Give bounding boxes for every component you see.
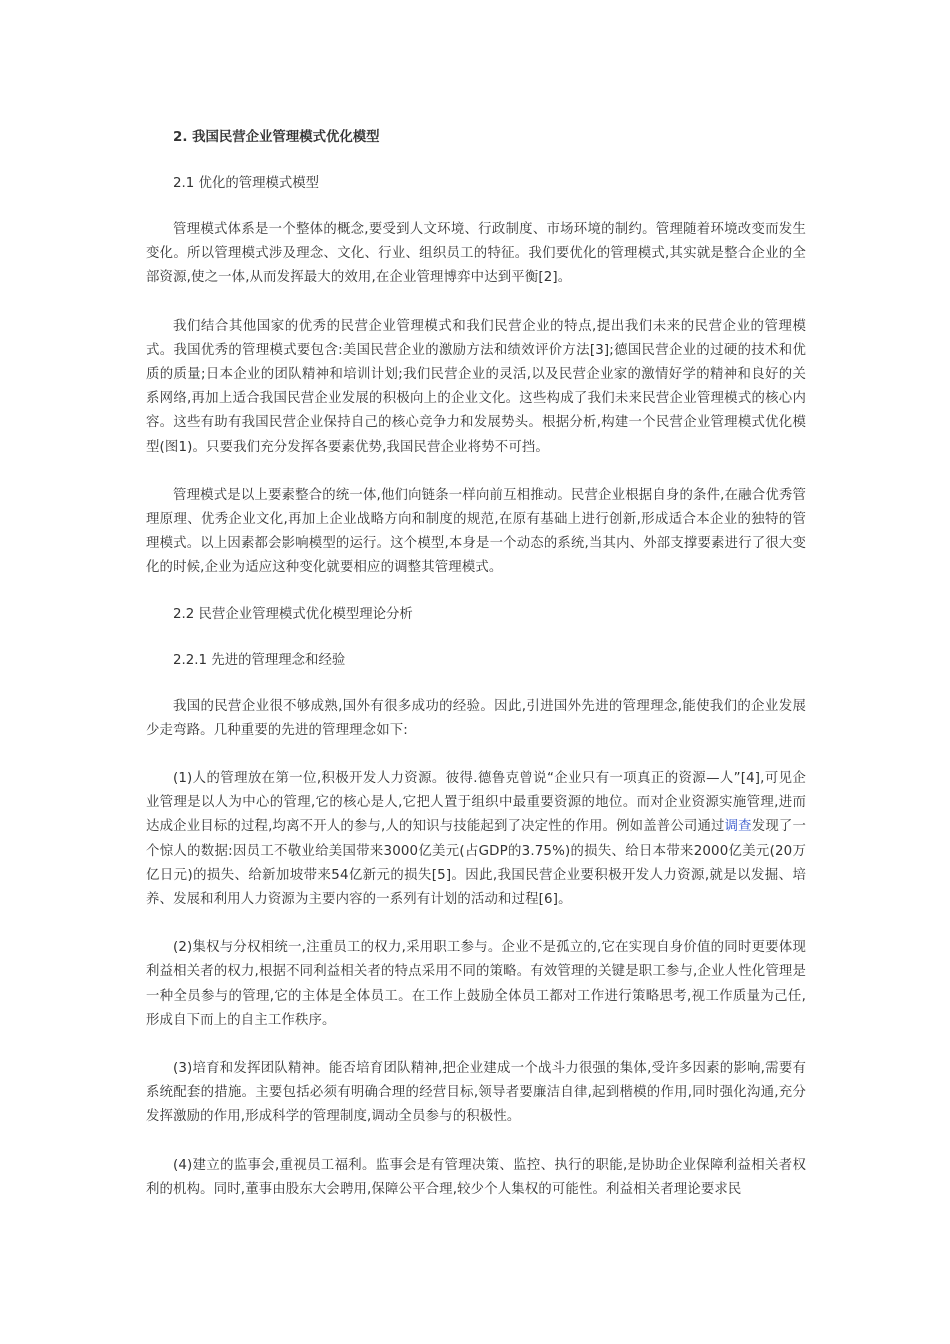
- paragraph-4: 我国的民营企业很不够成熟,国外有很多成功的经验。因此,引进国外先进的管理理念,能使我们的企业发展少走弯路。几种重要的先进的管理理念如下:: [146, 698, 806, 738]
- paragraph-3: 管理模式是以上要素整合的统一体,他们向链条一样向前互相推动。民营企业根据自身的条件,在融合优秀管理原理、优秀企业文化,再加上企业战略方向和制度的规范,在原有基础上进行创新,形成适合本企业的独特的管理模式。以上因素都会影响模型的运行。这个模型,本身是一个动态的系统,当其内、外部支撑要素进行了很大变化的时候,企业为适应这种变化就要相应的调整其管理模式。: [146, 487, 806, 576]
- paragraph-2: 我们结合其他国家的优秀的民营企业管理模式和我们民营企业的特点,提出我们未来的民营企业的管理模式。我国优秀的管理模式要包含:美国民营企业的激励方法和绩效评价方法[3];德国民营企业的过硬的技术和优质的质量;日本企业的团队精神和培训计划;我们民营企业的灵活,以及民营企业家的激情好学的精神和良好的关系网络,再加上适合我国民营企业发展的积极向上的企业文化。这些构成了我们未来民营企业管理模式的核心内容。这些有助有我国民营企业保持自己的核心竞争力和发展势头。根据分析,构建一个民营企业管理模式优化模型(图1)。只要我们充分发挥各要素优势,我国民营企业将势不可挡。: [146, 318, 806, 455]
- article-body: [146, 126, 806, 1202]
- section-heading-2: 2. 我国民营企业管理模式优化模型: [173, 130, 380, 145]
- paragraph-1: 管理模式体系是一个整体的概念,要受到人文环境、行政制度、市场环境的制约。管理随着环境改变而发生变化。所以管理模式涉及理念、文化、行业、组织员工的特征。我们要优化的管理模式,其实就是整合企业的全部资源,使之一体,从而发挥最大的效用,在企业管理博弈中达到平衡[2]。: [146, 222, 806, 286]
- subsection-heading-2-1: 2.1 优化的管理模式模型: [173, 176, 320, 191]
- paragraph-6: (2)集权与分权相统一,注重员工的权力,采用职工参与。企业不是孤立的,它在实现自身价值的同时更要体现利益相关者的权力,根据不同利益相关者的特点采用不同的策略。有效管理的关键是职工参与,企业人性化管理是一种全员参与的管理,它的主体是全体员工。在工作上鼓励全体员工都对工作进行策略思考,视工作质量为己任,形成自下而上的自主工作秩序。: [146, 940, 806, 1028]
- survey-link[interactable]: 调查: [724, 819, 752, 835]
- subsection-heading-2-2: 2.2 民营企业管理模式优化模型理论分析: [173, 606, 413, 622]
- paragraph-7: (3)培育和发挥团队精神。能否培育团队精神,把企业建成一个战斗力很强的集体,受许多因素的影响,需要有系统配套的措施。主要包括必须有明确合理的经营目标,领导者要廉洁自律,起到楷模的作用,同时强化沟通,充分发挥激励的作用,形成科学的管理制度,调动全员参与的积极性。: [146, 1061, 806, 1125]
- paragraph-5-part-b: 发现了一个惊人的数据:因员工不敬业给美国带来3000亿美元(占GDP的3.75%)的损失、给日本带来2000亿美元(20万亿日元)的损失、给新加坡带来54亿新元的损失[5]。因此,我国民营企业要积极开发人力资源,就是以发掘、培养、发展和利用人力资源为主要内容的一系列有计划的活动和过程[6]。: [146, 819, 806, 908]
- paragraph-8: (4)建立的监事会,重视员工福利。监事会是有管理决策、监控、执行的职能,是协助企业保障利益相关者权利的机构。同时,董事由股东大会聘用,保障公平合理,较少个人集权的可能性。利益相关者理论要求民: [146, 1157, 806, 1197]
- subsection-heading-2-2-1: 2.2.1 先进的管理理念和经验: [173, 652, 346, 668]
- paragraph-5: [146, 767, 806, 912]
- paragraph-5-part-a: (1)人的管理放在第一位,积极开发人力资源。彼得.德鲁克曾说“企业只有一项真正的资源—人”[4],可见企业管理是以人为中心的管理,它的核心是人,它把人置于组织中最重要资源的地位。而对企业资源实施管理,进而达成企业目标的过程,均离不开人的参与,人的知识与技能起到了决定性的作用。例如盖普公司通过: [146, 771, 806, 835]
